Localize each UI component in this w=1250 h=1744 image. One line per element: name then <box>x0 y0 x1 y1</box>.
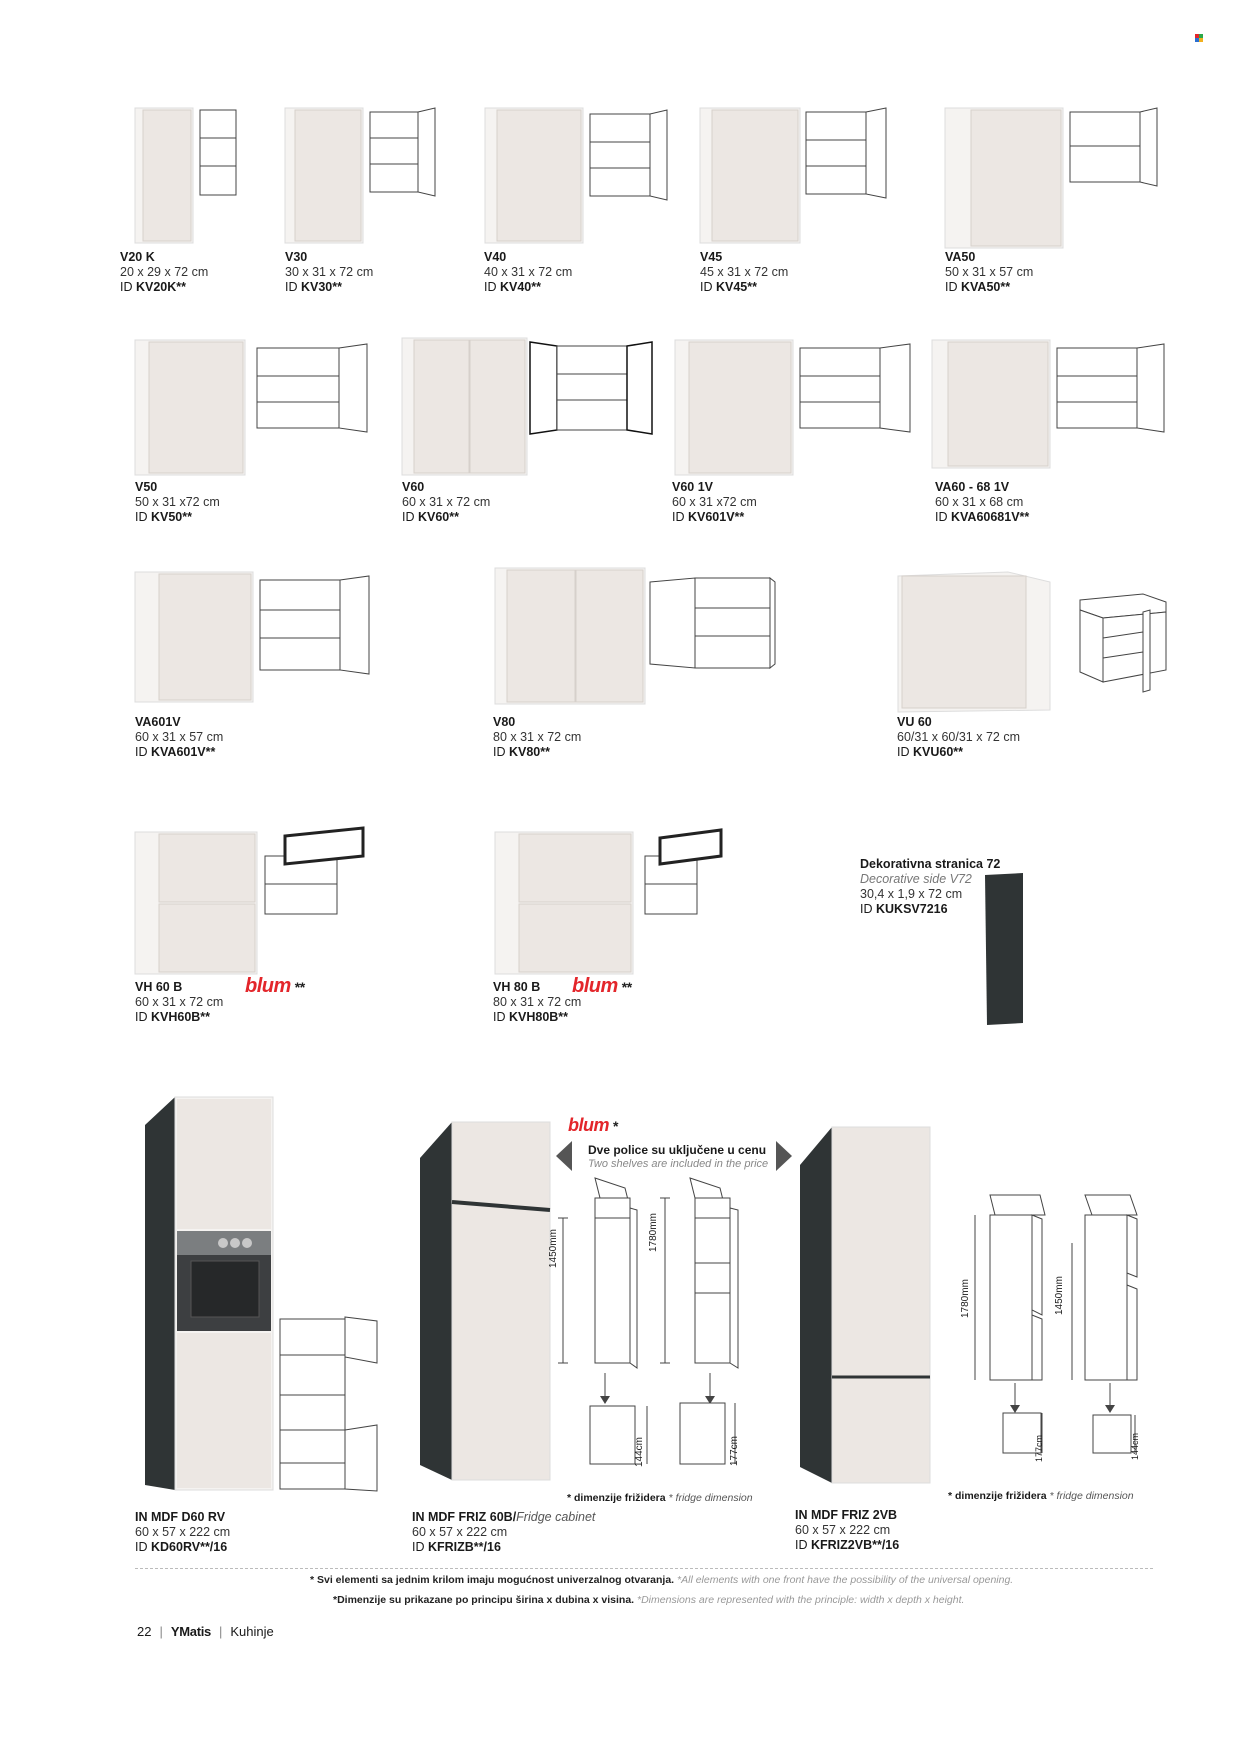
height-label: 1780mm <box>648 1213 659 1252</box>
fridge-cabinet-drawing-right <box>660 1178 755 1468</box>
product-label-v45 <box>700 250 788 295</box>
product-label-vh60b <box>135 980 223 1025</box>
product-label-va60-68-1v <box>935 480 1029 525</box>
height-label: 1450mm <box>548 1229 559 1268</box>
product-name: VH 80 B <box>493 980 541 994</box>
product-dimensions: 60 x 31 x 68 cm <box>935 495 1024 509</box>
product-dimensions: 40 x 31 x 72 cm <box>484 265 573 279</box>
product-name: V45 <box>700 250 723 264</box>
product-id: ID KV40** <box>484 280 541 294</box>
height-label: 177cm <box>1034 1434 1044 1462</box>
height-label: 177cm <box>729 1435 740 1466</box>
product-id: ID KFRIZB**/16 <box>412 1540 501 1554</box>
fridge-dimension-note: * dimenzije frižidera * fridge dimension <box>567 1492 753 1504</box>
product-label-decorative-side <box>860 857 1000 917</box>
product-label-d60rv <box>135 1510 230 1555</box>
section-name: Kuhinje <box>230 1624 274 1639</box>
page-footer: 22 | YMatis | Kuhinje <box>137 1624 274 1639</box>
product-name: V60 <box>402 480 425 494</box>
product-dimensions: 80 x 31 x 72 cm <box>493 995 582 1009</box>
product-name: V50 <box>135 480 158 494</box>
shelves-note-text: Dve police su uključene u cenu <box>588 1143 767 1157</box>
product-label-v80 <box>493 715 581 760</box>
footnote-universal-opening: * Svi elementi sa jednim krilom imaju mogućnost univerzalnog otvaranja. *All elements with one front have the possibility of the universal opening. <box>310 1574 1014 1586</box>
product-label-v30 <box>285 250 373 295</box>
product-id: ID KV45** <box>700 280 757 294</box>
matis-logo: YMatis <box>170 1624 211 1639</box>
product-dimensions: 60 x 31 x72 cm <box>672 495 757 509</box>
product-id: ID KVH80B** <box>493 1010 569 1024</box>
product-id: ID KVH60B** <box>135 1010 211 1024</box>
fridge-cabinet-drawing-2vb-left <box>970 1195 1065 1455</box>
product-name: IN MDF FRIZ 2VB <box>795 1508 898 1522</box>
footnote-dimensions: *Dimenzije su prikazane po principu širina x dubina x visina. *Dimensions are represented with the principle: width x depth x height. <box>333 1594 965 1606</box>
product-name: Dekorativna stranica 72 <box>860 857 1001 871</box>
cabinet-image-va50 <box>945 108 1165 248</box>
product-name: V20 K <box>120 250 155 264</box>
height-label: 144cm <box>1130 1432 1140 1460</box>
fridge-cabinet-drawing-left <box>555 1178 645 1468</box>
cabinet-image-va60-68-1v <box>932 340 1172 480</box>
product-dimensions: 50 x 31 x 57 cm <box>945 265 1034 279</box>
product-id: ID KV60** <box>402 510 459 524</box>
product-name: VA60 - 68 1V <box>935 480 1010 494</box>
product-id: ID KD60RV**/16 <box>135 1540 228 1554</box>
product-id: ID KUKSV7216 <box>860 902 948 916</box>
blum-logo: blum ** <box>572 975 632 997</box>
cabinet-image-v20k <box>135 108 245 248</box>
cabinet-image-v60 <box>402 338 662 478</box>
product-label-va50 <box>945 250 1033 295</box>
tall-cabinet-image-friz2vb <box>800 1125 935 1495</box>
product-name: VA50 <box>945 250 976 264</box>
product-name: V40 <box>484 250 507 264</box>
product-id: ID KV80** <box>493 745 550 759</box>
product-id: ID KV50** <box>135 510 192 524</box>
decorative-side-panel-image <box>985 873 1025 1025</box>
product-label-v50 <box>135 480 220 525</box>
product-id: ID KVU60** <box>897 745 964 759</box>
product-label-friz2vb <box>795 1508 899 1553</box>
product-dimensions: 60 x 57 x 222 cm <box>795 1523 891 1537</box>
page-number: 22 <box>137 1624 152 1639</box>
product-dimensions: 60 x 31 x 57 cm <box>135 730 224 744</box>
height-label: 144cm <box>634 1436 645 1467</box>
product-dimensions: 20 x 29 x 72 cm <box>120 265 209 279</box>
product-id: ID KVA60681V** <box>935 510 1030 524</box>
product-label-vu60 <box>897 715 1020 760</box>
product-name: VU 60 <box>897 715 932 729</box>
cabinet-image-v601v <box>675 340 915 480</box>
product-name: IN MDF FRIZ 60B/Fridge cabinet <box>412 1510 596 1524</box>
product-id: ID KVA601V** <box>135 745 216 759</box>
corner-color-mark-icon <box>1195 34 1203 42</box>
arrow-left-icon <box>556 1141 574 1171</box>
product-name: IN MDF D60 RV <box>135 1510 226 1524</box>
matis-logo-icon: Y <box>170 1624 180 1639</box>
product-translation: Decorative side V72 <box>860 872 972 886</box>
cabinet-image-v40 <box>485 108 675 248</box>
product-dimensions: 60 x 31 x 72 cm <box>402 495 491 509</box>
dashed-divider <box>135 1568 1153 1569</box>
cabinet-image-v30 <box>285 108 445 248</box>
shelves-note <box>588 1143 768 1171</box>
cabinet-image-vh60b <box>135 828 375 978</box>
product-dimensions: 60/31 x 60/31 x 72 cm <box>897 730 1020 744</box>
shelves-note-translation: Two shelves are included in the price <box>588 1158 769 1170</box>
product-label-v40 <box>484 250 572 295</box>
product-name: V80 <box>493 715 516 729</box>
tall-cabinet-image-d60rv <box>145 1095 385 1505</box>
cabinet-image-v45 <box>700 108 900 248</box>
cabinet-image-v50 <box>135 340 375 480</box>
cabinet-image-vu60 <box>898 572 1168 712</box>
product-id: ID KV601V** <box>672 510 745 524</box>
arrow-right-icon <box>776 1141 794 1171</box>
product-label-v601v <box>672 480 757 525</box>
product-dimensions: 60 x 57 x 222 cm <box>135 1525 231 1539</box>
fridge-cabinet-drawing-2vb-right <box>1065 1195 1165 1455</box>
product-id: ID KVA50** <box>945 280 1011 294</box>
tall-cabinet-image-friz60b <box>420 1120 555 1490</box>
product-label-v60 <box>402 480 490 525</box>
product-name: V30 <box>285 250 308 264</box>
fridge-dimension-note: * dimenzije frižidera * fridge dimension <box>948 1490 1134 1502</box>
product-id: ID KV30** <box>285 280 342 294</box>
cabinet-image-va601v <box>135 572 375 712</box>
product-name: V60 1V <box>672 480 714 494</box>
product-label-va601v <box>135 715 223 760</box>
product-id: ID KV20K** <box>120 280 187 294</box>
product-label-friz60b <box>412 1510 595 1555</box>
product-id: ID KFRIZ2VB**/16 <box>795 1538 900 1552</box>
product-label-v20k <box>120 250 208 295</box>
product-dimensions: 60 x 57 x 222 cm <box>412 1525 508 1539</box>
height-label: 1450mm <box>1054 1276 1065 1315</box>
cabinet-image-v80 <box>495 568 795 708</box>
product-dimensions: 30 x 31 x 72 cm <box>285 265 374 279</box>
product-name: VA601V <box>135 715 181 729</box>
height-label: 1780mm <box>960 1279 971 1318</box>
product-dimensions: 30,4 x 1,9 x 72 cm <box>860 887 963 901</box>
cabinet-image-vh80b <box>495 828 735 978</box>
blum-logo: blum * <box>568 1115 618 1135</box>
product-label-vh80b <box>493 980 581 1025</box>
product-dimensions: 80 x 31 x 72 cm <box>493 730 582 744</box>
product-dimensions: 45 x 31 x 72 cm <box>700 265 789 279</box>
blum-logo: blum ** <box>245 975 305 997</box>
product-dimensions: 60 x 31 x 72 cm <box>135 995 224 1009</box>
product-name: VH 60 B <box>135 980 183 994</box>
product-dimensions: 50 x 31 x72 cm <box>135 495 220 509</box>
